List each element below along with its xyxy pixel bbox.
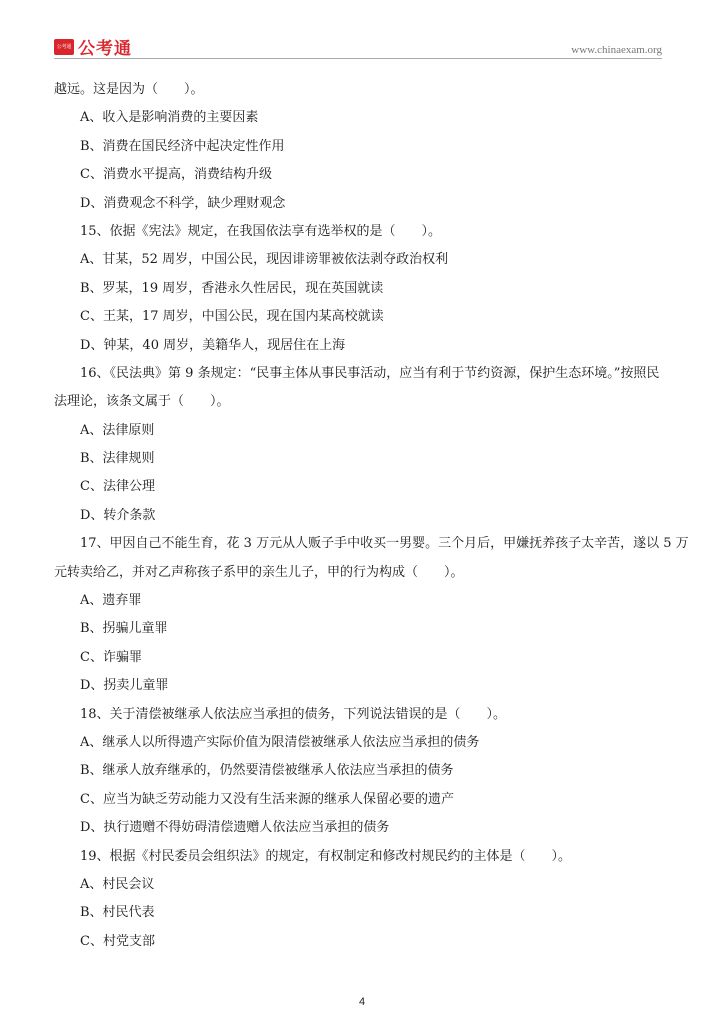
site-url[interactable]: www.chinaexam.org	[571, 44, 662, 56]
header-divider	[54, 58, 662, 59]
text-line: A、法律原则	[80, 422, 155, 438]
text-line: B、继承人放弃继承的，仍然要清偿被继承人依法应当承担的债务	[80, 763, 454, 779]
text-line: C、应当为缺乏劳动能力又没有生活来源的继承人保留必要的遗产	[80, 791, 454, 807]
text-line: 15、依据《宪法》规定，在我国依法享有选举权的是（ ）。	[80, 223, 442, 239]
text-line: 16、《民法典》第 9 条规定：“民事主体从事民事活动，应当有利于节约资源，保护生态环境。”按照民	[80, 365, 660, 381]
text-line: A、遗弃罪	[80, 593, 142, 609]
text-line: B、罗某，19 周岁，香港永久性居民，现在英国就读	[80, 280, 384, 296]
logo-text: 公考通	[78, 39, 132, 59]
text-line: 19、根据《村民委员会组织法》的规定，有权制定和修改村规民约的主体是（ ）。	[80, 848, 572, 864]
document-body	[54, 76, 689, 956]
brand-logo[interactable]	[54, 34, 132, 59]
text-line: 法理论，该条文属于（ ）。	[54, 394, 230, 410]
text-line: D、钟某，40 周岁，美籍华人，现居住在上海	[80, 337, 346, 353]
text-line: 17、甲因自己不能生育，花 3 万元从人贩子手中收买一男婴。三个月后，甲嫌抚养孩子太辛苦，遂以 5 万	[80, 536, 689, 552]
text-line: C、诈骗罪	[80, 649, 142, 665]
text-line: A、收入是影响消费的主要因素	[80, 110, 259, 126]
text-line: A、村民会议	[80, 876, 155, 892]
text-line: B、消费在国民经济中起决定性作用	[80, 138, 285, 154]
text-line: B、村民代表	[80, 905, 155, 921]
text-line: C、村党支部	[80, 933, 155, 949]
page-header	[0, 0, 724, 62]
text-line: B、拐骗儿童罪	[80, 621, 168, 637]
text-line: 18、关于清偿被继承人依法应当承担的债务，下列说法错误的是（ ）。	[80, 706, 507, 722]
text-line: D、拐卖儿童罪	[80, 678, 169, 694]
text-line: D、转介条款	[80, 507, 156, 523]
logo-badge-icon: 公考通	[54, 39, 74, 55]
text-line: C、消费水平提高，消费结构升级	[80, 167, 272, 183]
text-line: B、法律规则	[80, 451, 155, 467]
text-line: D、执行遗赠不得妨碍清偿遗赠人依法应当承担的债务	[80, 820, 390, 836]
text-line: C、法律公理	[80, 479, 155, 495]
text-line: D、消费观念不科学，缺少理财观念	[80, 195, 286, 211]
text-line: A、甘某，52 周岁，中国公民，现因诽谤罪被依法剥夺政治权利	[80, 252, 449, 268]
page-number: 4	[358, 996, 366, 1008]
text-line: A、继承人以所得遗产实际价值为限清偿被继承人依法应当承担的债务	[80, 734, 480, 750]
text-line: C、王某，17 周岁，中国公民，现在国内某高校就读	[80, 309, 384, 325]
text-line: 越远。这是因为（ ）。	[54, 82, 204, 97]
text-line: 元转卖给乙，并对乙声称孩子系甲的亲生儿子，甲的行为构成（ ）。	[54, 564, 464, 580]
